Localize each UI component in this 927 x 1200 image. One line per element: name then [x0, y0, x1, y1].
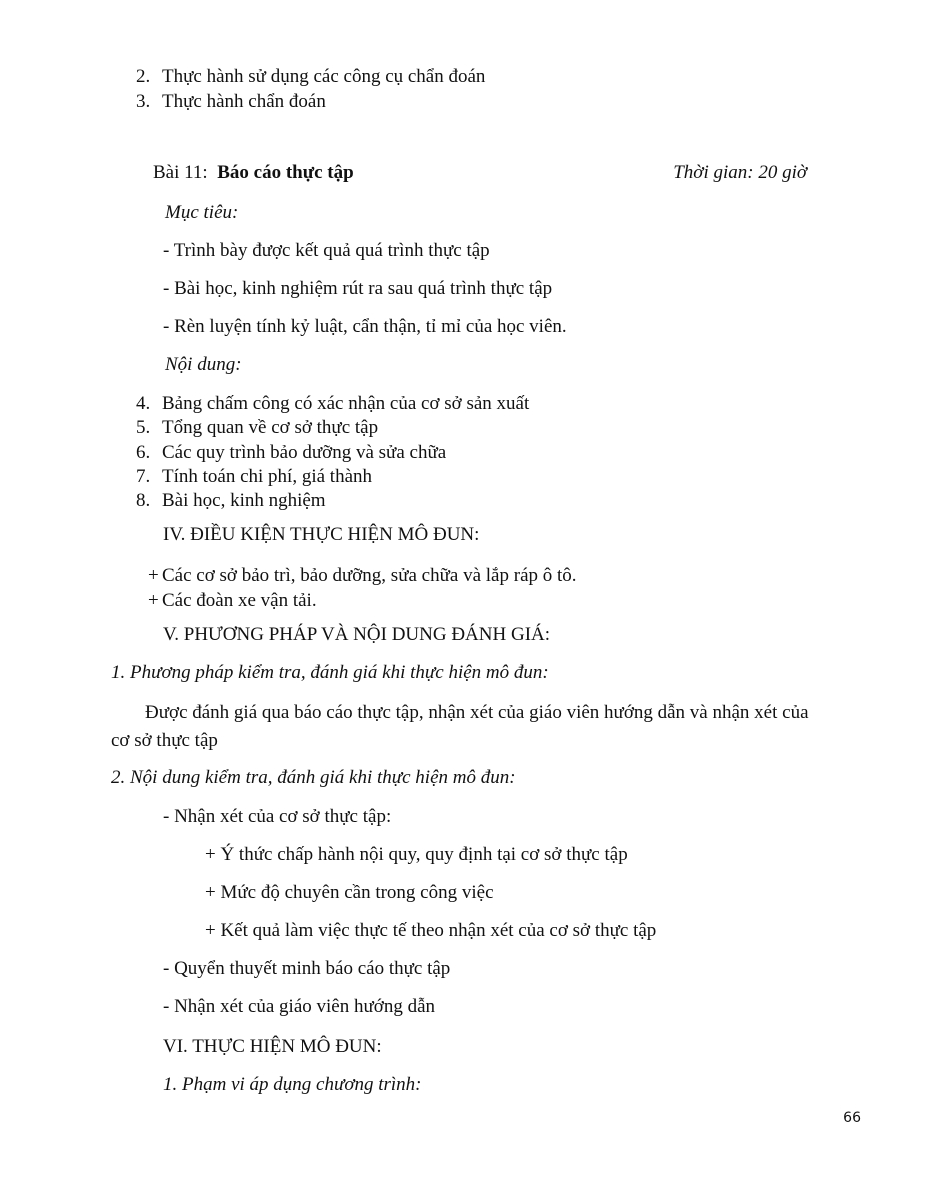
lesson-heading [153, 161, 354, 185]
section-heading: V. PHƯƠNG PHÁP VÀ NỘI DUNG ĐÁNH GIÁ: [163, 624, 551, 645]
objective-item: - Trình bày được kết quả quá trình thực tập [163, 240, 490, 261]
list-item [136, 65, 485, 89]
condition-text: Các cơ sở bảo trì, bảo dưỡng, sửa chữa và lắp ráp ô tô. [162, 565, 577, 586]
assessment-subitem: + Kết quả làm việc thực tế theo nhận xét của cơ sở thực tập [205, 920, 657, 941]
list-text: Bảng chấm công có xác nhận của cơ sở sản xuất [162, 393, 530, 414]
list-item [136, 441, 446, 465]
section-heading: IV. ĐIỀU KIỆN THỰC HIỆN MÔ ĐUN: [163, 524, 480, 545]
paragraph-line: Được đánh giá qua báo cáo thực tập, nhận xét của giáo viên hướng dẫn và nhận xét của [145, 702, 809, 723]
content-heading: Nội dung: [165, 354, 242, 375]
paragraph-line: cơ sở thực tập [111, 730, 218, 751]
list-text: Thực hành chẩn đoán [162, 91, 326, 112]
plus-marker: + [148, 565, 159, 586]
list-text: Tổng quan về cơ sở thực tập [162, 417, 379, 438]
list-item [136, 392, 529, 416]
list-number: 6. [136, 442, 151, 463]
assessment-subitem: + Mức độ chuyên cần trong công việc [205, 882, 494, 903]
subsection-heading: 1. Phương pháp kiểm tra, đánh giá khi thực hiện mô đun: [111, 662, 549, 683]
list-number: 5. [136, 417, 151, 438]
plus-marker: + [148, 590, 159, 611]
list-number: 7. [136, 466, 151, 487]
list-text: Tính toán chi phí, giá thành [162, 466, 373, 487]
list-item [136, 416, 378, 440]
condition-text: Các đoàn xe vận tải. [162, 590, 317, 611]
list-number: 8. [136, 490, 151, 511]
list-number: 4. [136, 393, 151, 414]
lesson-title: Báo cáo thực tập [217, 162, 354, 183]
subsection-heading: 1. Phạm vi áp dụng chương trình: [163, 1074, 422, 1095]
list-number: 2. [136, 66, 151, 87]
assessment-item: - Nhận xét của giáo viên hướng dẫn [163, 996, 436, 1017]
assessment-item: - Quyển thuyết minh báo cáo thực tập [163, 958, 451, 979]
objectives-heading: Mục tiêu: [165, 202, 239, 223]
objective-item: - Bài học, kinh nghiệm rút ra sau quá trình thực tập [163, 278, 553, 299]
page-number: 66 [843, 1110, 861, 1126]
lesson-label: Bài 11: [153, 162, 208, 183]
list-item [136, 90, 326, 114]
list-text: Bài học, kinh nghiệm [162, 490, 326, 511]
assessment-item: - Nhận xét của cơ sở thực tập: [163, 806, 392, 827]
list-number: 3. [136, 91, 151, 112]
list-item [136, 489, 326, 513]
assessment-subitem: + Ý thức chấp hành nội quy, quy định tại cơ sở thực tập [205, 844, 628, 865]
lesson-time: Thời gian: 20 giờ [673, 162, 807, 183]
list-text: Thực hành sử dụng các công cụ chẩn đoán [162, 66, 486, 87]
section-heading: VI. THỰC HIỆN MÔ ĐUN: [163, 1036, 382, 1057]
objective-item: - Rèn luyện tính kỷ luật, cẩn thận, tỉ mỉ của học viên. [163, 316, 567, 337]
list-text: Các quy trình bảo dưỡng và sửa chữa [162, 442, 447, 463]
list-item [136, 465, 372, 489]
condition-item [148, 589, 317, 613]
condition-item [148, 564, 577, 588]
subsection-heading: 2. Nội dung kiểm tra, đánh giá khi thực hiện mô đun: [111, 767, 516, 788]
